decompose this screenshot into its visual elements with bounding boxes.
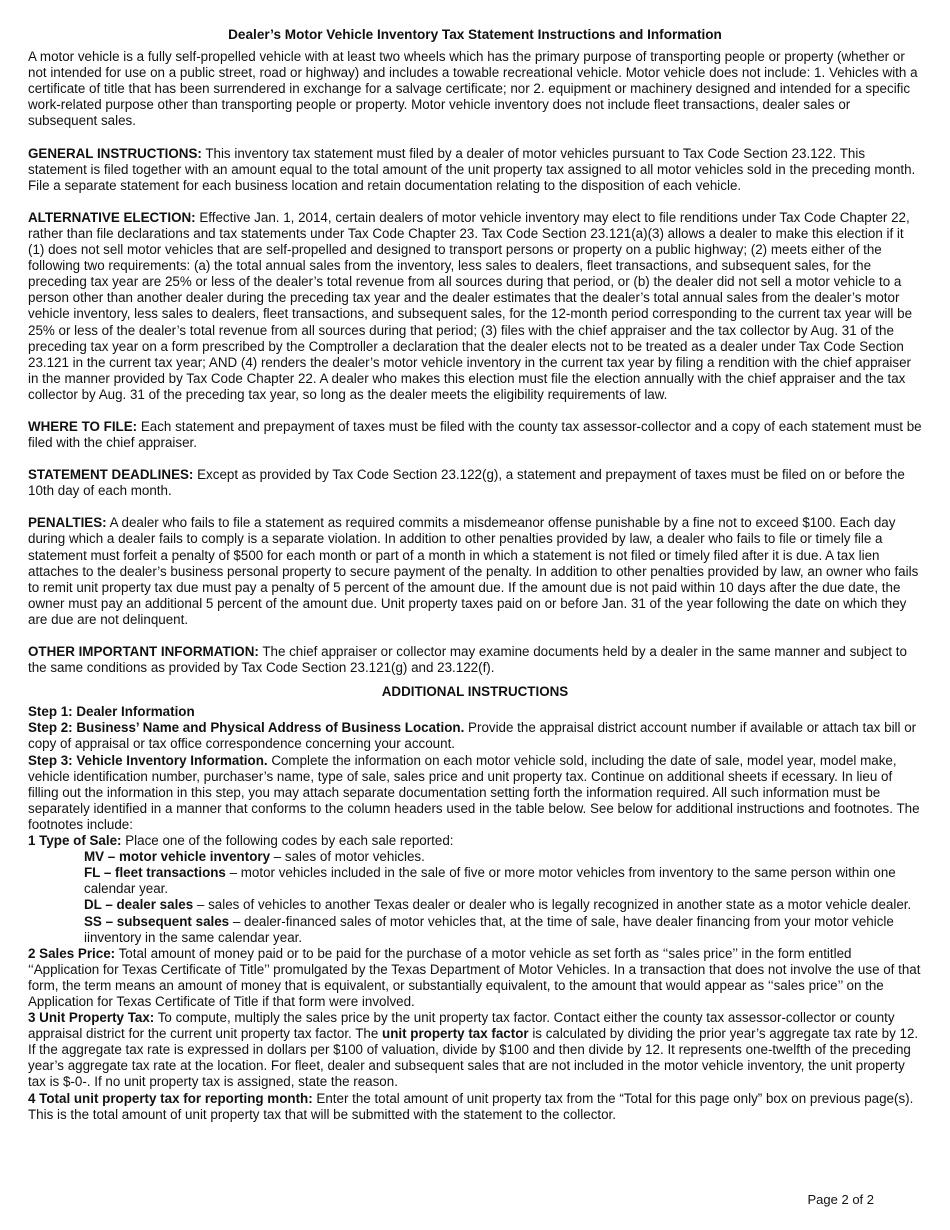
section-heading: PENALTIES: [28,515,107,531]
general-instructions: GENERAL INSTRUCTIONS: This inventory tax statement must filed by a dealer of motor vehicles pursuant to Tax Code Section 23.122. This statement is filed together with an amount equal to the total amount of the unit property tax assigned to all motor vehicles sold in the preceding month. File a separate statement for each business location and retain documentation relating to the disposition of each vehicle. [28,145,916,193]
document-page [28,27,922,1123]
additional-instructions-heading: ADDITIONAL INSTRUCTIONS [381,684,569,700]
footnote-1-type-of-sale: 1 Type of Sale: Place one of the following codes by each sale reported: [28,833,454,849]
statement-deadlines: STATEMENT DEADLINES: Except as provided by Tax Code Section 23.122(g), a statement and prepayment of taxes must be filed on or before the 10th day of each month. [28,467,905,499]
other-important-information: OTHER IMPORTANT INFORMATION: The chief appraiser or collector may examine documents held by a dealer in the same manner and subject to the same conditions as provided by Tax Code Section 23.121(g) and 23.122(f). [28,644,907,676]
alternative-election: ALTERNATIVE ELECTION: Effective Jan. 1, 2014, certain dealers of motor vehicle inventory may elect to file renditions under Tax Code Chapter 22, rather than file declarations and tax statements under Tax Code Chapter 23. Tax Code Section 23.121(a)(3) allows a dealer to make this election if it (1) does not sell motor vehicles that are self-propelled and designed to transport persons or property on a public highway; (2) meets either of the following two requirements: (a) the total annual sales from the inventory, less sales to dealers, fleet transactions, and subsequent sales, for the preceding tax year are 25% or less of the dealer’s total revenue from all sources during that period, or (b) the dealer did not sell a motor vehicle to a person other than another dealer during the preceding tax year and the dealer estimates that the dealer’s total annual sales from the dealer’s motor vehicle inventory, less sales to dealers, fleet transactions, and subsequent sales, for the 12-month period corresponding to the current tax year will be 25% or less of the dealer’s total revenue from all sources during that period; (3) files with the chief appraiser and the tax collector by Aug. 31 of the preceding tax year on a form prescribed by the Comptroller a declaration that the dealer elects not to be treated as a dealer under Tax Code Section 23.121 in the current tax year; AND (4) renders the dealer’s motor vehicle inventory in the current tax year by filing a rendition with the chief appraiser in the manner provided by Tax Code Chapter 22. A dealer who makes this election must file the election annually with the chief appraiser and the tax collector by Aug. 31 of the preceding tax year, so long as the dealer meets the eligibility requirements of law. [28,209,913,402]
code-mv: MV – motor vehicle inventory – sales of motor vehicles. [84,849,425,865]
page-number: Page 2 of 2 [807,1192,874,1207]
where-to-file: WHERE TO FILE: Each statement and prepayment of taxes must be filed with the county tax assessor-collector and a copy of each statement must be filed with the chief appraiser. [28,418,922,451]
code-fl: FL – fleet transactions – motor vehicles included in the sale of five or more motor vehicles from inventory to the same person within one calendar year. [84,865,896,897]
page-title: Dealer’s Motor Vehicle Inventory Tax Statement Instructions and Information [228,27,722,42]
section-heading: OTHER IMPORTANT INFORMATION: [28,644,259,659]
footnote-3-unit-property-tax: 3 Unit Property Tax: To compute, multiply the sales price by the unit property tax factor. Contact either the county tax assessor-collector or county appraisal district for the current unit property tax factor. The unit property tax factor is calculated by dividing the prior year’s aggregate tax rate by 12. If the aggregate tax rate is expressed in dollars per $100 of valuation, divide by $100 and then divide by 12. It represents one-twelfth of the preceding year’s aggregate tax rate at the location. For fleet, dealer and subsequent sales that are not included in the motor vehicle inventory, the unit property tax is $-0-. If no unit property tax is assigned, state the reason. [28,1010,919,1090]
footnote-4-total-unit-property-tax: 4 Total unit property tax for reporting month: Enter the total amount of unit property tax from the “Total for this page only” box on previous page(s). This is the total amount of unit property tax that will be submitted with the statement to the collector. [28,1090,914,1122]
step-2: Step 2: Business’ Name and Physical Address of Business Location. Provide the appraisal district account number if available or attach tax bill or copy of appraisal or tax office correspondence concerning your account. [28,720,917,752]
section-heading: STATEMENT DEADLINES: [28,467,194,483]
section-heading: WHERE TO FILE: [28,418,138,434]
code-ss: SS – subsequent sales – dealer-financed sales of motor vehicles that, at the time of sale, have dealer financing from your motor vehicle iinventory in the same calendar year. [84,913,894,945]
footnote-2-sales-price: 2 Sales Price: Total amount of money paid or to be paid for the purchase of a motor vehicle as set forth as ‘‘sales price’’ in the form entitled ‘‘Application for Texas Certificate of Title’’ promulgated by the Texas Department of Motor Vehicles. In a transaction that does not involve the use of that form, the term means an amount of money that is equivalent, or substantially equivalent, to the amount that would appear as ‘‘sales price’’ on the Application for Texas Certificate of Title if that form were involved. [28,945,921,1009]
code-dl: DL – dealer sales – sales of vehicles to another Texas dealer or dealer who is legally recognized in another state as a motor vehicle dealer. [84,897,912,913]
penalties: PENALTIES: A dealer who fails to file a statement as required commits a misdemeanor offense punishable by a fine not to exceed $100. Each day during which a dealer fails to comply is a separate violation. In addition to other penalties provided by law, a dealer who fails to file or timely file a statement must forfeit a penalty of $500 for each month or part of a month in which a statement is not filed or timely filed after it is due. A tax lien attaches to the dealer’s business personal property to secure payment of the penalty. In addition to other penalties provided by law, an owner who fails to remit unit property tax due must pay a penalty of 5 percent of the amount due. If the amount due is not paid within 10 days after the due date, the owner must pay an additional 5 percent of the amount due. Unit property taxes paid on or before Jan. 31 of the year following the date on which they are due are not delinquent. [28,515,919,627]
section-heading: GENERAL INSTRUCTIONS: [28,145,202,161]
section-heading: ALTERNATIVE ELECTION: [28,209,196,225]
intro-paragraph: A motor vehicle is a fully self-propelled vehicle with at least two wheels which has the primary purpose of transporting people or property (whether or not intended for use on a public street, road or highway) and includes a towable recreational vehicle. Motor vehicle does not include: 1. Vehicles with a certificate of title that has been surrendered in exchange for a salvage certificate; nor 2. equipment or machinery designed and intended for a specific work-related purpose other than transporting people or property. Motor vehicle inventory does not include fleet transactions, dealer sales or subsequent sales. [28,49,918,129]
step-3: Step 3: Vehicle Inventory Information. Complete the information on each motor vehicle sold, including the date of sale, model year, model make, vehicle identification number, purchaser’s name, type of sale, sales price and unit property tax. Continue on additional sheets if ecessary. In lieu of filling out the information in this step, you may attach separate documentation setting forth the information required. All such information must be separately identified in a manner that conforms to the column headers used in the table below. See below for additional instructions and footnotes. The footnotes include: [28,752,920,832]
step-1: Step 1: Dealer Information [28,704,195,720]
